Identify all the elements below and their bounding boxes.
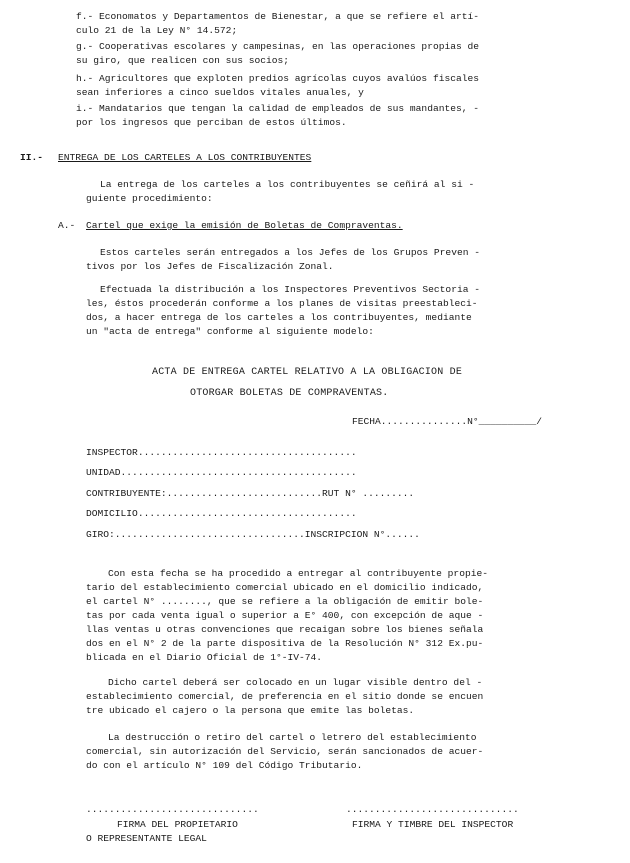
acta-para1-line4: tas por cada venta igual o superior a E° 400, con excepción de aque -	[86, 610, 484, 621]
acta-para3-line2: comercial, sin autorización del Servicio, serán sancionados de acuer-	[86, 746, 484, 757]
subsection-para2-line3: dos, a hacer entrega de los carteles a los contribuyentes, mediante	[86, 312, 472, 323]
acta-para1-line2: tario del establecimiento comercial ubicado en el domicilio indicado,	[86, 582, 484, 593]
section-intro-line1: La entrega de los carteles a los contribuyentes se ceñirá al si -	[100, 179, 475, 190]
acta-field-domicilio: DOMICILIO......................................	[86, 508, 357, 519]
acta-para1-line7: blicada en el Diario Oficial de 1°-IV-74.	[86, 652, 323, 663]
acta-title-line1: ACTA DE ENTREGA CARTEL RELATIVO A LA OBLIGACION DE	[152, 367, 463, 378]
acta-para3-line1: La destrucción o retiro del cartel o letrero del establecimiento	[108, 732, 477, 743]
subsection-para2-line4: un "acta de entrega" conforme al siguiente modelo:	[86, 326, 374, 337]
subsection-para1-line1: Estos carteles serán entregados a los Jefes de los Grupos Preven -	[100, 247, 480, 258]
item-g-line2: su giro, que realicen con sus socios;	[76, 55, 290, 66]
item-i-line2: por los ingresos que perciban de estos últimos.	[76, 117, 347, 128]
subsection-heading: Cartel que exige la emisión de Boletas de Compraventas.	[86, 220, 403, 231]
acta-para1-line3: el cartel N° ........, que se refiere a la obligación de emitir bole-	[86, 596, 484, 607]
signature-label-owner-2: O REPRESENTANTE LEGAL	[86, 833, 207, 844]
acta-para2-line2: establecimiento comercial, de preferencia en el sitio donde se encuen	[86, 691, 484, 702]
acta-para3-line3: do con el artículo N° 109 del Código Tributario.	[86, 760, 363, 771]
section-intro-line2: guiente procedimiento:	[86, 193, 213, 204]
acta-field-unidad: UNIDAD.........................................	[86, 467, 357, 478]
acta-title-line2: OTORGAR BOLETAS DE COMPRAVENTAS.	[190, 388, 389, 399]
acta-para1-line1: Con esta fecha se ha procedido a entregar al contribuyente propie-	[108, 568, 488, 579]
acta-field-inspector: INSPECTOR......................................	[86, 447, 357, 458]
subsection-label: A.-	[58, 220, 76, 231]
item-g-line1: g.- Cooperativas escolares y campesinas, en las operaciones propias de	[76, 41, 480, 52]
signature-line-owner: ..............................	[86, 804, 259, 815]
item-f-line1: f.- Economatos y Departamentos de Bienestar, a que se refiere el artí-	[76, 11, 480, 22]
signature-label-owner-1: FIRMA DEL PROPIETARIO	[117, 819, 238, 830]
item-h-line2: sean inferiores a cinco sueldos vitales anuales, y	[76, 87, 364, 98]
item-h-line1: h.- Agricultores que exploten predios agrícolas cuyos avalúos fiscales	[76, 73, 480, 84]
section-heading: ENTREGA DE LOS CARTELES A LOS CONTRIBUYENTES	[58, 152, 312, 163]
subsection-para2-line2: les, éstos procederán conforme a los planes de visitas preestableci-	[86, 298, 478, 309]
section-number: II.-	[20, 152, 44, 163]
acta-field-giro: GIRO:.................................INSCRIPCION N°......	[86, 529, 420, 540]
acta-para2-line1: Dicho cartel deberá ser colocado en un lugar visible dentro del -	[108, 677, 483, 688]
subsection-para1-line2: tivos por los Jefes de Fiscalización Zonal.	[86, 261, 334, 272]
item-i-line1: i.- Mandatarios que tengan la calidad de empleados de sus mandantes, -	[76, 103, 480, 114]
acta-field-contribuyente: CONTRIBUYENTE:...........................RUT N° .........	[86, 488, 415, 499]
acta-para1-line6: dos en el N° 2 de la parte dispositiva de la Resolución N° 312 Ex.pu-	[86, 638, 484, 649]
acta-para2-line3: tre ubicado el cajero o la persona que emite las boletas.	[86, 705, 415, 716]
acta-para1-line5: llas ventas u otras convenciones que recaigan sobre los bienes señala	[86, 624, 484, 635]
subsection-para2-line1: Efectuada la distribución a los Inspectores Preventivos Sectoria -	[100, 284, 480, 295]
acta-fecha: FECHA...............N°__________/	[352, 416, 542, 427]
signature-label-inspector: FIRMA Y TIMBRE DEL INSPECTOR	[352, 819, 514, 830]
item-f-line2: culo 21 de la Ley N° 14.572;	[76, 25, 238, 36]
signature-line-inspector: ..............................	[346, 804, 519, 815]
